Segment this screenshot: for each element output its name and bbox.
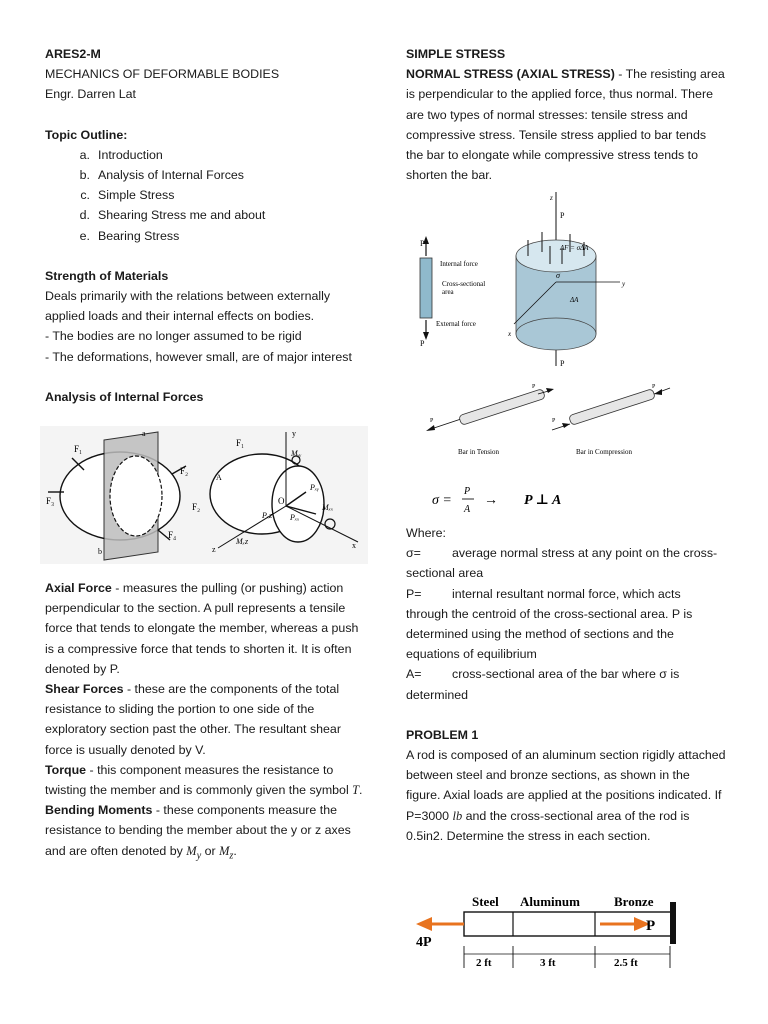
tension-compression-figure xyxy=(424,380,676,464)
label-delta-a: ΔA xyxy=(570,296,579,304)
right-column-top xyxy=(406,44,726,185)
formula-perpendicular: P ⊥ A xyxy=(524,493,562,508)
label-z: z xyxy=(212,545,216,554)
aluminum-label: Aluminum xyxy=(520,894,580,909)
label-b: b xyxy=(98,547,102,556)
axial-force-paragraph: Axial Force - measures the pulling (or pushing) action perpendicular to the section. A pull represents a tensile force that tends to elongate the member, whereas a push is a compressive force that tends to shorten it. It is often denoted by P. xyxy=(45,581,359,676)
where-and-problem xyxy=(406,523,726,846)
label-x-axis: x xyxy=(508,330,512,338)
outline-heading: Topic Outline: xyxy=(45,127,128,142)
bronze-label: Bronze xyxy=(614,894,654,909)
where-sigma: σ= average normal stress at any point on the cross-sectional area xyxy=(406,546,718,581)
problem-heading: PROBLEM 1 xyxy=(406,727,479,742)
formula-denominator: A xyxy=(464,504,471,515)
course-code: ARES2-M xyxy=(45,47,101,61)
label-internal-force: Internal force xyxy=(440,260,478,268)
strength-body: Deals primarily with the relations between externally applied loads and their internal effects on bodies. xyxy=(45,289,331,324)
list-item: b. Analysis of Internal Forces xyxy=(79,168,244,183)
torque-paragraph: Torque - this component measures the resistance to twisting the member and is commonly given the symbol T. xyxy=(45,762,363,798)
label-A: A xyxy=(216,473,222,482)
label-delta-f: ΔF = σΔA xyxy=(560,244,589,252)
bending-paragraph: Bending Moments - these components measure the resistance to bending the member about the y or z axes and are often denoted by $M_y$ or $M_z$. xyxy=(45,803,351,862)
label-f3: F₃ xyxy=(46,496,55,506)
label-a: a xyxy=(142,429,146,438)
internal-forces-text xyxy=(45,578,365,866)
label-y: y xyxy=(292,429,296,438)
label-f1-right: F₁ xyxy=(236,438,245,448)
bar-in-compression-label: Bar in Compression xyxy=(576,448,632,456)
simple-stress-heading: SIMPLE STRESS xyxy=(406,47,506,61)
label-p-bottom: P xyxy=(560,359,565,368)
label-z-axis: z xyxy=(550,194,553,202)
normal-stress-formula xyxy=(432,482,582,516)
shear-forces-paragraph: Shear Forces - these are the components of the total resistance to sliding the portion to one side of the exploratory section past the other. The resultant shear force is usually denoted by V. xyxy=(45,682,341,757)
label-f2: F₂ xyxy=(180,466,189,476)
label-p-tension-left: P xyxy=(430,418,434,424)
course-title: MECHANICS OF DEFORMABLE BODIES xyxy=(45,67,280,82)
list-item: c. Simple Stress xyxy=(80,188,175,203)
load-p-label: P xyxy=(646,918,656,934)
label-f1: F₁ xyxy=(74,444,83,454)
label-mxz: Mₓz xyxy=(236,537,249,546)
list-item: d. Shearing Stress me and about xyxy=(79,208,266,223)
length-aluminum: 3 ft xyxy=(540,957,556,969)
where-heading: Where: xyxy=(406,526,446,540)
label-pxx: Pₓₓ xyxy=(290,513,300,522)
list-item: a. Introduction xyxy=(79,147,163,162)
label-pxz: Pₓz xyxy=(262,511,273,520)
left-column xyxy=(45,44,370,407)
label-p-top: P xyxy=(560,211,565,220)
label-p-compression-left: P xyxy=(552,418,556,424)
strength-bullet-1: - The bodies are no longer assumed to be rigid xyxy=(45,329,302,344)
label-mxx: Mₓₓ xyxy=(322,503,334,512)
where-a: A= cross-sectional area of the bar where σ is determined xyxy=(406,667,680,702)
topic-outline xyxy=(45,145,370,246)
formula-lhs: σ = xyxy=(432,493,452,508)
strength-heading: Strength of Materials xyxy=(45,268,169,283)
label-o: O xyxy=(278,496,285,506)
length-bronze: 2.5 ft xyxy=(614,957,638,969)
label-pxy: Pₓᵧ xyxy=(310,483,320,492)
label-external-force: External force xyxy=(436,320,476,328)
formula-arrow: → xyxy=(484,493,498,508)
problem-statement: A rod is composed of an aluminum section rigidly attached between steel and bronze sections, as shown in the figure. Axial loads are applied at the positions indicated. If P=3000 lb and the cross-sectional area of the rod is 0.5in2. Determine the stress in each section. xyxy=(406,748,726,843)
label-p-tension-right: P xyxy=(532,384,536,390)
label-p-compression-right: P xyxy=(652,384,656,390)
list-item: e. Bearing Stress xyxy=(79,228,180,243)
label-cross-2: area xyxy=(442,288,454,296)
strength-bullet-2: - The deformations, however small, are of major interest xyxy=(45,349,352,364)
label-myy: Mᵧᵧ xyxy=(291,449,302,458)
normal-stress-paragraph: NORMAL STRESS (AXIAL STRESS) - The resisting area is perpendicular to the applied force, thus normal. There are two types of normal stresses: tensile stress and compressive stress. Tensile stress applied to bar tends the bar to elongate while compressive stress tends to shorten the bar. xyxy=(406,67,725,183)
load-4p-label: 4P xyxy=(416,935,432,950)
label-p-bottom-small: P xyxy=(420,339,425,348)
steel-label: Steel xyxy=(472,894,499,909)
length-steel: 2 ft xyxy=(476,957,492,969)
formula-numerator: P xyxy=(464,486,471,497)
label-p-top-small: P xyxy=(420,239,425,248)
internal-forces-figure xyxy=(40,426,368,564)
label-f4: F₄ xyxy=(168,530,177,540)
label-y-axis: y xyxy=(622,280,626,288)
instructor: Engr. Darren Lat xyxy=(45,87,136,102)
internal-forces-heading: Analysis of Internal Forces xyxy=(45,389,204,404)
rod-figure xyxy=(414,890,680,970)
normal-stress-figure xyxy=(410,192,640,370)
bar-in-tension-label: Bar in Tension xyxy=(458,448,499,456)
label-x: x xyxy=(352,541,356,550)
label-f2-right: F₂ xyxy=(192,502,201,512)
label-sigma: σ xyxy=(556,271,560,280)
where-p: P= internal resultant normal force, which acts through the centroid of the cross-sectional area. P is determined using the method of sections and the equations of equilibrium xyxy=(406,586,693,662)
label-cross-1: Cross-sectional xyxy=(442,280,486,288)
